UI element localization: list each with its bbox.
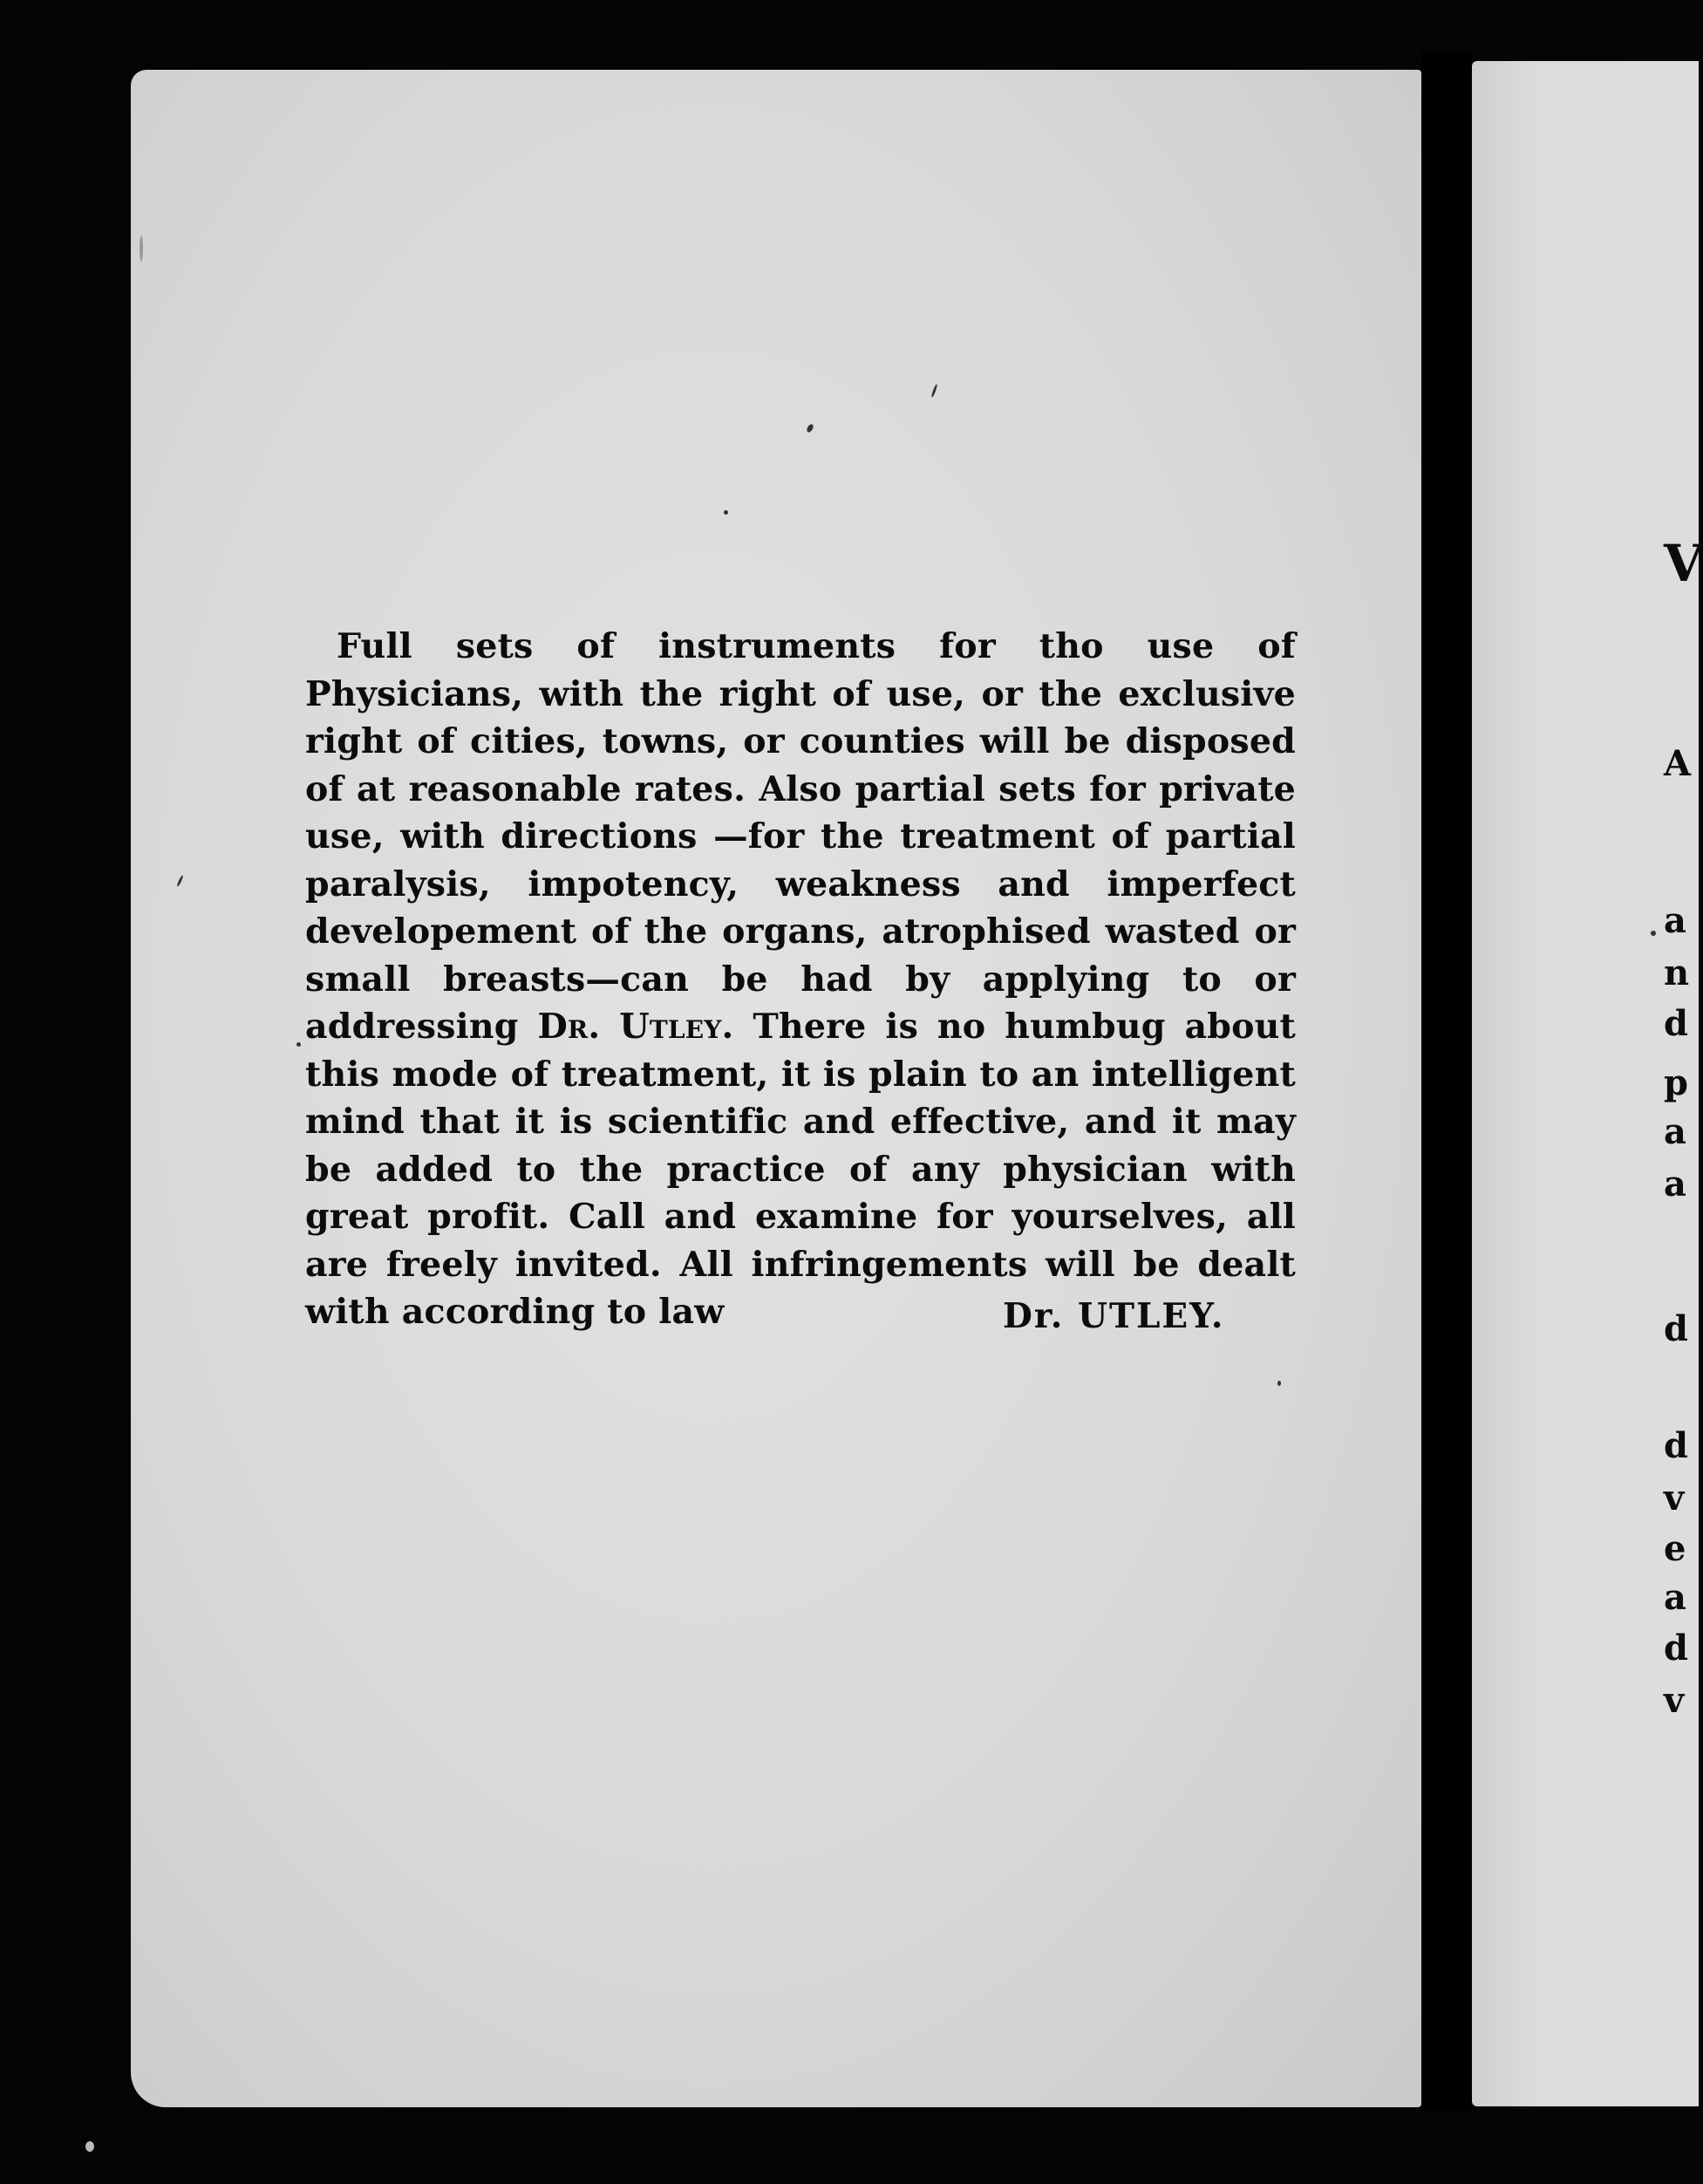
right-page-fragment: v <box>1664 1680 1685 1721</box>
scan-speck <box>296 1042 301 1047</box>
right-page-fragment: a <box>1664 900 1686 941</box>
paragraph-text-part-2: . There is no humbug about this mode of treatment, it is plain to an intelligent mind that it is scientific and effective, and it may be added to the practice of any physician with great profit. Call and examine for yourselves, all are freely invited. All infringements will be dealt with according to law <box>305 1007 1296 1332</box>
scan-speck <box>724 510 728 515</box>
advertisement-paragraph <box>305 623 1296 1336</box>
scan-speck <box>1651 931 1656 936</box>
book-gutter <box>1421 52 1472 2111</box>
right-page-fragment: d <box>1664 1628 1688 1669</box>
right-page-fragment: v <box>1664 1478 1685 1519</box>
right-page-fragment: d <box>1664 1308 1688 1349</box>
right-page-fragment: e <box>1664 1528 1686 1569</box>
scan-speck <box>1277 1381 1281 1386</box>
scan-speck <box>85 2141 94 2152</box>
right-page-fragment: a <box>1664 1577 1686 1618</box>
doctor-name: Dr. Utley <box>537 1007 722 1047</box>
right-page-fragment: A <box>1664 743 1692 784</box>
signature: Dr. UTLEY. <box>1003 1296 1225 1336</box>
paragraph-text-part-1: Full sets of instruments for tho use of Physicians, with the right of use, or the exclusive right of cities, towns, or counties will be disposed of at reasonable rates. Also partial sets for private use, with directions —for the treatment of partial paralysis, impotency, weakness and imperfect developement of the organs, atrophised wasted or small breasts—can be had by applying to or addressing <box>305 626 1296 1047</box>
right-page-fragment: d <box>1664 1003 1688 1044</box>
right-page-fragment: V <box>1664 534 1703 593</box>
right-page-fragment: n <box>1664 952 1690 993</box>
right-page-fragment: a <box>1664 1111 1686 1152</box>
right-page-fragment: d <box>1664 1425 1688 1466</box>
scan-speck <box>140 235 143 262</box>
right-page-fragment: p <box>1664 1062 1688 1103</box>
right-page-fragment: a <box>1664 1164 1686 1205</box>
